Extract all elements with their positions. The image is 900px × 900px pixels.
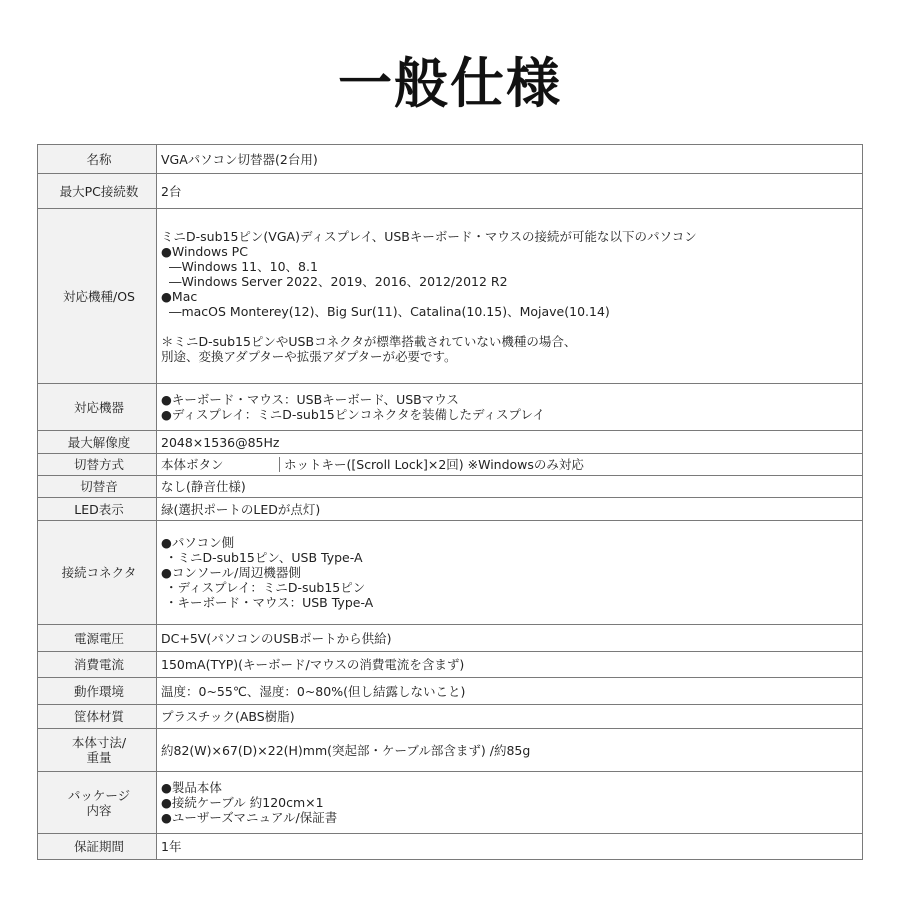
value-line: ●接続ケーブル 約120cm×1 xyxy=(161,795,324,810)
table-row xyxy=(38,625,863,652)
row-label: 対応機種/OS xyxy=(38,209,157,384)
row-value: 150mA(TYP)(キーボード/マウスの消費電流を含まず) xyxy=(157,652,863,678)
label-line: パッケージ xyxy=(67,787,131,803)
value-line: ●製品本体 xyxy=(161,780,222,795)
value-line: ●Mac xyxy=(161,288,198,304)
value-line: ●Windows PC xyxy=(161,243,248,259)
row-label xyxy=(38,772,157,834)
value-line xyxy=(161,319,862,334)
row-value xyxy=(157,521,863,625)
label-line: 重量 xyxy=(86,750,112,765)
spec-table xyxy=(37,144,863,860)
table-row xyxy=(38,705,863,729)
table-row xyxy=(38,498,863,521)
row-value: プラスチック(ABS樹脂) xyxy=(157,705,863,729)
row-label: 最大解像度 xyxy=(38,431,157,454)
row-label: 最大PC接続数 xyxy=(38,174,157,209)
row-label: 切替方式 xyxy=(38,454,157,476)
table-row xyxy=(38,476,863,498)
row-label xyxy=(38,729,157,772)
value-line: 別途、変換アダプターや拡張アダプターが必要です。 xyxy=(161,348,457,364)
table-row xyxy=(38,834,863,860)
table-row xyxy=(38,652,863,678)
row-label: 名称 xyxy=(38,145,157,174)
label-line: 本体寸法/ xyxy=(71,735,127,750)
row-label: 切替音 xyxy=(38,476,157,498)
row-value xyxy=(157,209,863,384)
value-line: ＊ミニD-sub15ピンやUSBコネクタが標準搭載されていない機種の場合、 xyxy=(161,333,577,349)
value-line: ●パソコン側 xyxy=(161,535,235,550)
row-label: 接続コネクタ xyxy=(38,521,157,625)
table-row xyxy=(38,454,863,476)
value-line: ●ディスプレイ：ミニD-sub15ピンコネクタを装備したディスプレイ xyxy=(161,407,545,422)
row-value: VGAパソコン切替器(2台用) xyxy=(157,145,863,174)
row-value xyxy=(157,454,863,476)
switch-method-hotkey: ホットキー([Scroll Lock]×2回) ※Windowsのみ対応 xyxy=(284,457,584,472)
table-row xyxy=(38,772,863,834)
value-line: ミニD-sub15ピン(VGA)ディスプレイ、USBキーボード・マウスの接続が可能な以下のパソコン xyxy=(161,228,697,244)
value-line: ―Windows Server 2022、2019、2016、2012/2012 R2 xyxy=(161,273,508,289)
table-row xyxy=(38,729,863,772)
table-row xyxy=(38,431,863,454)
table-row xyxy=(38,384,863,431)
table-row xyxy=(38,209,863,384)
row-value: 温度：0~55℃、湿度：0~80%(但し結露しないこと) xyxy=(157,678,863,705)
row-value xyxy=(157,384,863,431)
value-line: ・ミニD-sub15ピン、USB Type-A xyxy=(161,550,363,565)
value-line: ―Windows 11、10、8.1 xyxy=(161,258,318,274)
value-line: ・ディスプレイ：ミニD-sub15ピン xyxy=(161,580,366,595)
row-label: 対応機器 xyxy=(38,384,157,431)
row-label: 動作環境 xyxy=(38,678,157,705)
row-value: 緑(選択ポートのLEDが点灯) xyxy=(157,498,863,521)
row-label: 保証期間 xyxy=(38,834,157,860)
value-line: ●ユーザーズマニュアル/保証書 xyxy=(161,810,338,825)
value-line: ・キーボード・マウス：USB Type-A xyxy=(161,595,374,610)
table-row xyxy=(38,521,863,625)
table-row xyxy=(38,174,863,209)
row-value: 2台 xyxy=(157,174,863,209)
row-value: DC+5V(パソコンのUSBポートから供給) xyxy=(157,625,863,652)
row-value: 1年 xyxy=(157,834,863,860)
row-value xyxy=(157,772,863,834)
value-line: ●コンソール/周辺機器側 xyxy=(161,565,301,580)
label-line: 内容 xyxy=(86,802,112,818)
switch-method-button: 本体ボタン xyxy=(157,457,280,472)
row-label: 電源電圧 xyxy=(38,625,157,652)
table-row xyxy=(38,145,863,174)
page-title: 一般仕様 xyxy=(338,52,562,115)
row-label: LED表示 xyxy=(38,498,157,521)
value-line: ―macOS Monterey(12)、Big Sur(11)、Catalina(10.15)、Mojave(10.14) xyxy=(161,303,610,319)
row-value: 約82(W)×67(D)×22(H)mm(突起部・ケーブル部含まず) /約85g xyxy=(157,729,863,772)
row-label: 筐体材質 xyxy=(38,705,157,729)
table-row xyxy=(38,678,863,705)
value-line: ●キーボード・マウス：USBキーボード、USBマウス xyxy=(161,392,459,407)
row-value: なし(静音仕様) xyxy=(157,476,863,498)
row-value: 2048×1536@85Hz xyxy=(157,431,863,454)
row-label: 消費電流 xyxy=(38,652,157,678)
